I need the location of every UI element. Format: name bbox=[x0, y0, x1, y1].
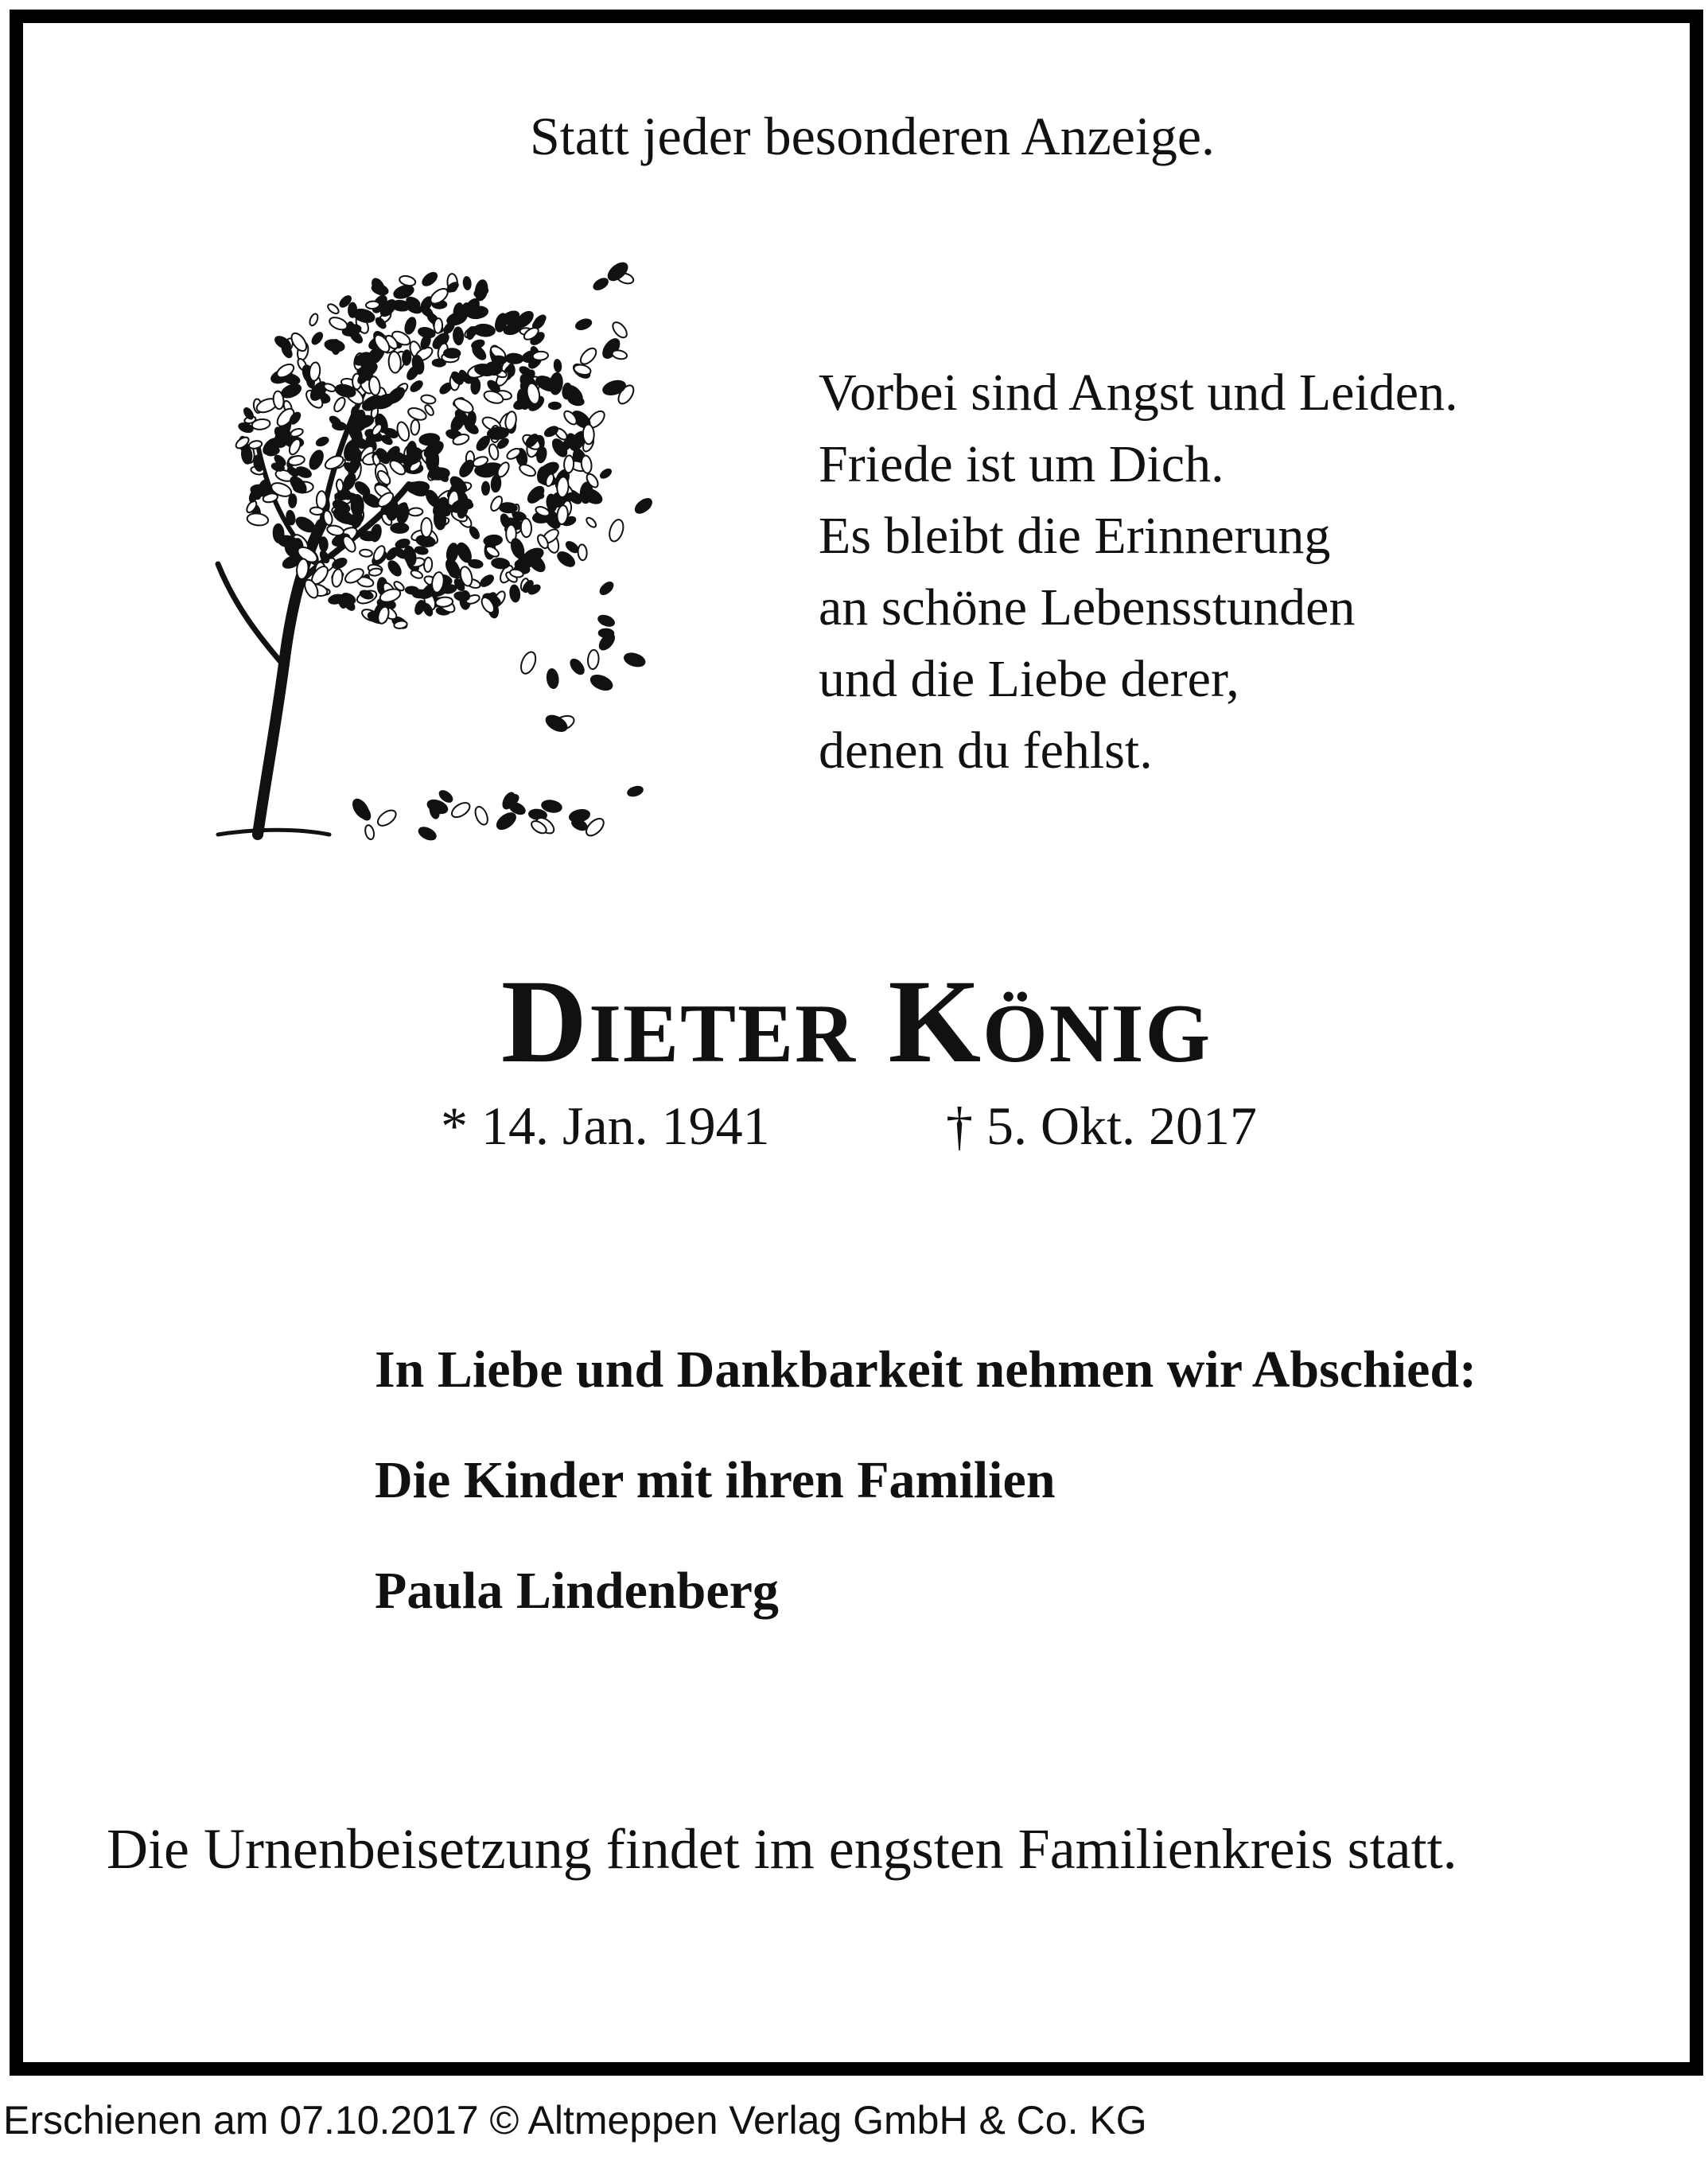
leaf-icon bbox=[633, 496, 654, 516]
leaf-icon bbox=[473, 324, 495, 337]
leaf-icon bbox=[395, 421, 411, 442]
leaf-icon bbox=[627, 785, 644, 798]
leaf-icon bbox=[444, 348, 461, 358]
leaf-icon bbox=[420, 270, 438, 288]
leaf-icon bbox=[288, 454, 305, 466]
leaf-icon bbox=[592, 276, 609, 291]
farewell-block bbox=[375, 1341, 1477, 1620]
leaf-icon bbox=[445, 543, 459, 563]
leaf-icon bbox=[414, 546, 428, 555]
leaf-icon bbox=[243, 407, 255, 420]
leaf-icon bbox=[326, 302, 340, 315]
poem-line: Vorbei sind Angst und Leiden. bbox=[819, 364, 1458, 422]
leaf-icon bbox=[549, 403, 561, 409]
leaf-icon bbox=[420, 394, 436, 404]
leaf-icon bbox=[434, 509, 445, 530]
deceased-name: Dieter König bbox=[500, 955, 1212, 1088]
leaf-icon bbox=[598, 580, 615, 597]
leaf-icon bbox=[518, 462, 537, 478]
leaf-icon bbox=[289, 494, 297, 508]
leaf-icon bbox=[351, 495, 364, 516]
leaf-icon bbox=[449, 800, 473, 819]
leaf-icon bbox=[623, 652, 646, 669]
leaf-icon bbox=[335, 492, 348, 500]
burial-note: Die Urnenbeisetzung findet im engsten Familienkreis statt. bbox=[107, 1817, 1457, 1881]
leaf-icon bbox=[474, 279, 488, 301]
leaf-icon bbox=[471, 339, 485, 350]
leaf-icon bbox=[492, 356, 507, 364]
leaf-icon bbox=[360, 549, 373, 557]
leaf-icon bbox=[336, 479, 344, 492]
leaf-icon bbox=[532, 351, 548, 360]
farewell-line: In Liebe und Dankbarkeit nehmen wir Abschied: bbox=[375, 1341, 1477, 1399]
leaf-icon bbox=[463, 277, 471, 290]
leaf-icon bbox=[309, 507, 323, 516]
leaf-icon bbox=[568, 657, 586, 676]
leaf-icon bbox=[315, 436, 329, 447]
leaf-icon bbox=[386, 559, 403, 578]
leaf-icon bbox=[434, 318, 442, 333]
leaf-icon bbox=[500, 503, 517, 513]
leaf-icon bbox=[310, 331, 324, 346]
leaf-icon bbox=[364, 824, 375, 840]
leaf-icon bbox=[500, 313, 519, 325]
leaf-icon bbox=[582, 424, 594, 444]
tree-with-falling-leaves-icon bbox=[138, 222, 663, 858]
leaf-icon bbox=[482, 482, 489, 496]
leaf-icon bbox=[307, 449, 325, 471]
leaf-icon bbox=[599, 468, 613, 480]
leaf-icon bbox=[569, 808, 591, 823]
leaf-icon bbox=[328, 315, 349, 332]
leaf-icon bbox=[417, 825, 438, 842]
leaf-icon bbox=[599, 629, 614, 637]
leaf-icon bbox=[506, 353, 523, 364]
leaf-icon bbox=[578, 544, 587, 561]
leaf-icon bbox=[587, 649, 599, 669]
poem-line: und die Liebe derer, bbox=[819, 650, 1239, 708]
notice-header: Statt jeder besonderen Anzeige. bbox=[529, 106, 1216, 166]
leaf-icon bbox=[403, 350, 411, 365]
leaf-icon bbox=[512, 397, 530, 411]
leaf-icon bbox=[333, 396, 348, 414]
leaf-icon bbox=[469, 526, 481, 540]
poem-line: Friede ist um Dich. bbox=[819, 435, 1224, 493]
poem-line: denen du fehlst. bbox=[819, 722, 1153, 780]
leaf-icon bbox=[556, 477, 569, 498]
leaf-icon bbox=[509, 585, 520, 602]
leaf-icon bbox=[391, 523, 408, 533]
leaf-icon bbox=[423, 557, 432, 572]
leaf-icon bbox=[597, 613, 615, 628]
obituary-frame bbox=[10, 10, 1703, 2076]
leaf-icon bbox=[607, 518, 626, 543]
leaf-icon bbox=[589, 672, 614, 692]
leaf-icon bbox=[421, 518, 432, 537]
leaf-icon bbox=[360, 531, 376, 540]
leaf-icon bbox=[403, 317, 418, 336]
leaf-icon bbox=[366, 301, 380, 309]
leaf-icon bbox=[332, 340, 340, 354]
leaf-icon bbox=[326, 524, 344, 537]
leaf-icon bbox=[323, 453, 345, 472]
leaf-icon bbox=[247, 512, 269, 527]
leaf-icon bbox=[319, 537, 328, 551]
leaf-icon bbox=[554, 360, 562, 372]
leaf-icon bbox=[494, 810, 518, 832]
leaf-icon bbox=[574, 317, 593, 331]
death-date: † 5. Okt. 2017 bbox=[946, 1096, 1257, 1156]
leaf-icon bbox=[308, 313, 319, 327]
leaf-icon bbox=[371, 282, 389, 296]
leaf-icon bbox=[508, 364, 515, 376]
leaf-icon bbox=[408, 508, 422, 516]
poem-line: Es bleibt die Erinnerung bbox=[819, 507, 1331, 565]
leaf-icon bbox=[317, 491, 327, 509]
leaf-icon bbox=[479, 574, 496, 589]
poem bbox=[819, 357, 1458, 787]
farewell-line: Die Kinder mit ihren Familien bbox=[375, 1451, 1056, 1509]
poem-line: an schöne Lebensstunden bbox=[819, 578, 1356, 636]
leaf-icon bbox=[248, 489, 259, 503]
leaf-icon bbox=[610, 320, 629, 340]
leaf-icon bbox=[457, 458, 477, 479]
leaf-icon bbox=[484, 535, 503, 547]
leaf-icon bbox=[520, 518, 531, 537]
birth-date: * 14. Jan. 1941 bbox=[441, 1096, 770, 1156]
leaf-icon bbox=[333, 422, 347, 430]
leaf-icon bbox=[347, 322, 355, 336]
publication-credit: Erschienen am 07.10.2017 © Altmeppen Verlag GmbH & Co. KG bbox=[3, 2098, 1147, 2142]
leaf-icon bbox=[410, 569, 423, 579]
leaf-icon bbox=[564, 455, 574, 473]
leaf-icon bbox=[573, 363, 592, 376]
leaf-icon bbox=[612, 349, 628, 360]
leaf-icon bbox=[491, 475, 501, 492]
leaf-icon bbox=[547, 668, 559, 689]
leaf-icon bbox=[410, 419, 420, 435]
leaf-icon bbox=[371, 422, 384, 437]
leaf-icon bbox=[509, 537, 526, 559]
leaf-icon bbox=[375, 808, 399, 829]
leaf-icon bbox=[585, 516, 597, 529]
leaf-icon bbox=[331, 568, 344, 587]
leaf-icon bbox=[578, 345, 598, 367]
leaf-icon bbox=[473, 805, 489, 827]
farewell-line: Paula Lindenberg bbox=[375, 1562, 779, 1620]
leaf-icon bbox=[466, 326, 476, 340]
leaf-icon bbox=[453, 327, 463, 344]
leaf-icon bbox=[492, 558, 510, 569]
leaf-icon bbox=[518, 650, 538, 675]
leaf-icon bbox=[409, 379, 424, 394]
